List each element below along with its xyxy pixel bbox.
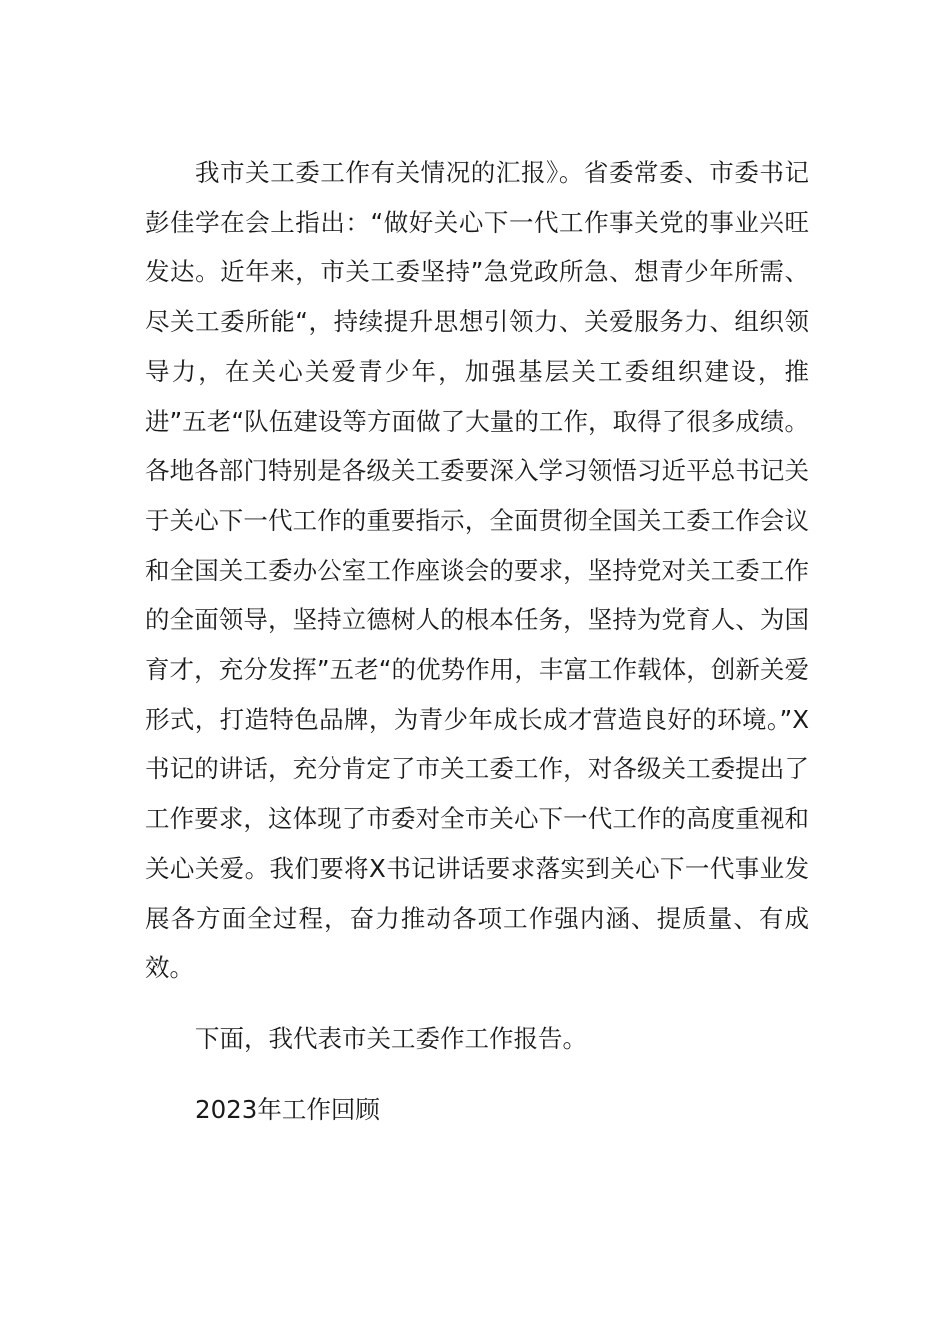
body-paragraph-1: 我市关工委工作有关情况的汇报》。省委常委、市委书记彭佳学在会上指出：“做好关心下一代工作事关党的事业兴旺发达。近年来，市关工委坚持”急党政所急、想青少年所需、尽关工委所能“，持续提升思想引领力、关爱服务力、组织领导力，在关心关爱青少年，加强基层关工委组织建设，推进”五老“队伍建设等方面做了大量的工作，取得了很多成绩。各地各部门特别是各级关工委要深入学习领悟习近平总书记关于关心下一代工作的重要指示，全面贯彻全国关工委工作会议和全国关工委办公室工作座谈会的要求，坚持党对关工委工作的全面领导，坚持立德树人的根本任务，坚持为党育人、为国育才，充分发挥”五老“的优势作用，丰富工作载体，创新关爱形式，打造特色品牌，为青少年成长成才营造良好的环境。”X书记的讲话，充分肯定了市关工委工作，对各级关工委提出了工作要求，这体现了市委对全市关心下一代工作的高度重视和关心关爱。我们要将X书记讲话要求落实到关心下一代事业发展各方面全过程，奋力推动各项工作强内涵、提质量、有成效。 bbox=[145, 158, 809, 983]
document-body bbox=[145, 148, 809, 1134]
section-heading: 2023年工作回顾 bbox=[195, 1094, 380, 1124]
body-paragraph-2: 下面，我代表市关工委作工作报告。 bbox=[195, 1023, 587, 1053]
